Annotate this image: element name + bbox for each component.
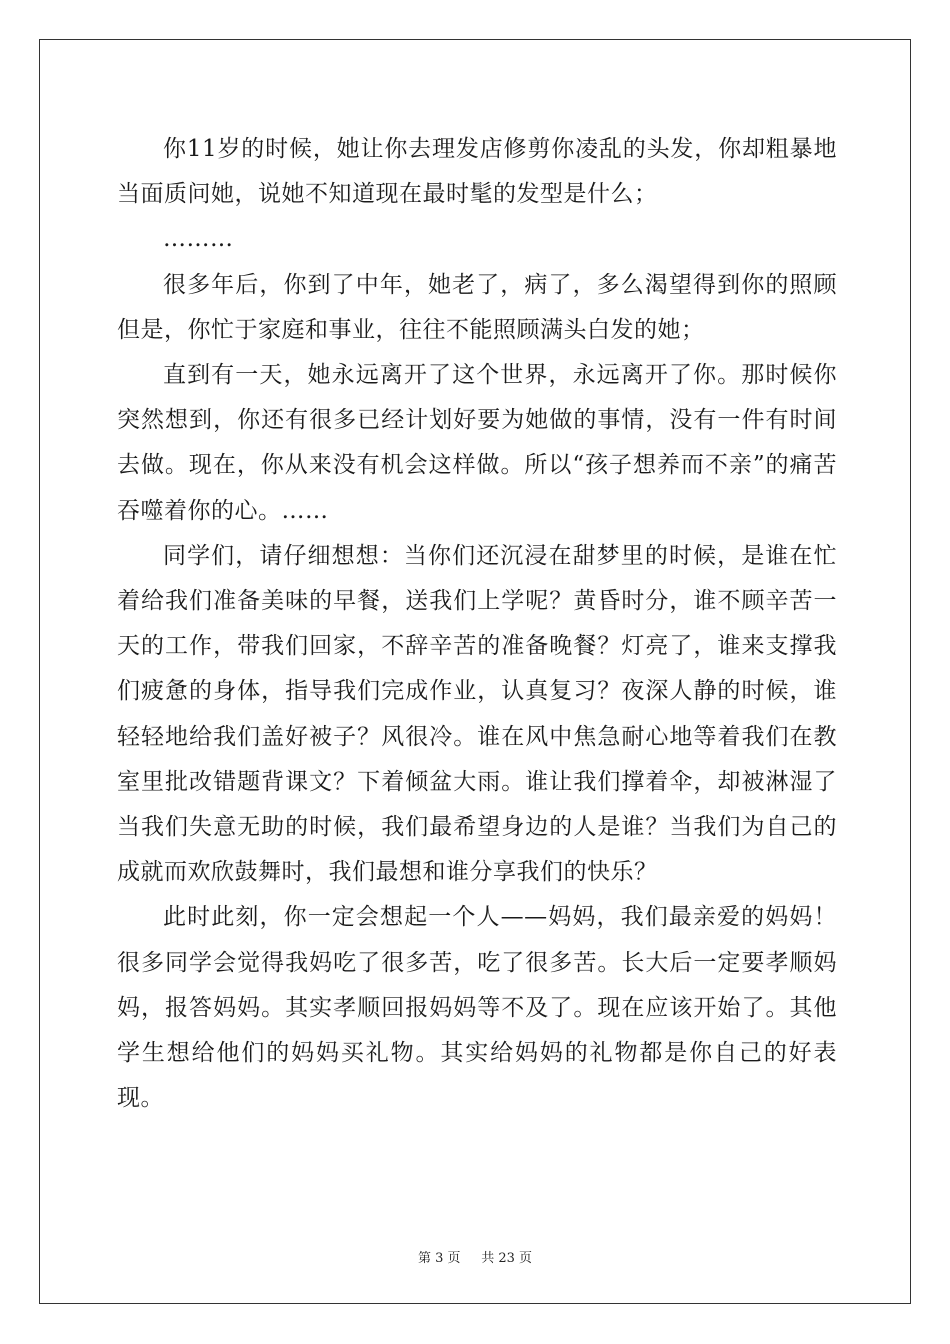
ellipsis-paragraph: ………	[163, 226, 234, 253]
paragraph: 直到有一天，她永远离开了这个世界，永远离开了你。那时候你突然想到，你还有很多已经计划好要为她做的事情，没有一件有时间去做。现在，你从来没有机会这样做。所以“孩子想养而不亲”的痛苦吞噬着你的心。……	[117, 362, 837, 524]
paragraph: 很多年后，你到了中年，她老了，病了，多么渴望得到你的照顾但是，你忙于家庭和事业，往往不能照顾满头白发的她；	[117, 271, 837, 343]
paragraph: 你11岁的时候，她让你去理发店修剪你凌乱的头发，你却粗暴地当面质问她，说她不知道现在最时髦的发型是什么；	[117, 136, 837, 208]
footer-spacer	[465, 1251, 477, 1266]
page-number: 第 3 页	[417, 1251, 461, 1266]
document-body	[117, 127, 837, 1121]
paragraph: 此时此刻，你一定会想起一个人——妈妈，我们最亲爱的妈妈！很多同学会觉得我妈吃了很多苦，吃了很多苦。长大后一定要孝顺妈妈，报答妈妈。其实孝顺回报妈妈等不及了。现在应该开始了。其他学生想给他们的妈妈买礼物。其实给妈妈的礼物都是你自己的好表现。	[117, 904, 837, 1112]
page-total: 共 23 页	[481, 1251, 533, 1266]
page-footer	[0, 1247, 950, 1266]
paragraph: 同学们，请仔细想想：当你们还沉浸在甜梦里的时候，是谁在忙着给我们准备美味的早餐，送我们上学呢？黄昏时分，谁不顾辛苦一天的工作，带我们回家，不辞辛苦的准备晚餐？灯亮了，谁来支撑我们疲惫的身体，指导我们完成作业，认真复习？夜深人静的时候，谁轻轻地给我们盖好被子？风很冷。谁在风中焦急耐心地等着我们在教室里批改错题背课文？下着倾盆大雨。谁让我们撑着伞，却被淋湿了当我们失意无助的时候，我们最希望身边的人是谁？当我们为自己的成就而欢欣鼓舞时，我们最想和谁分享我们的快乐？	[117, 542, 837, 886]
